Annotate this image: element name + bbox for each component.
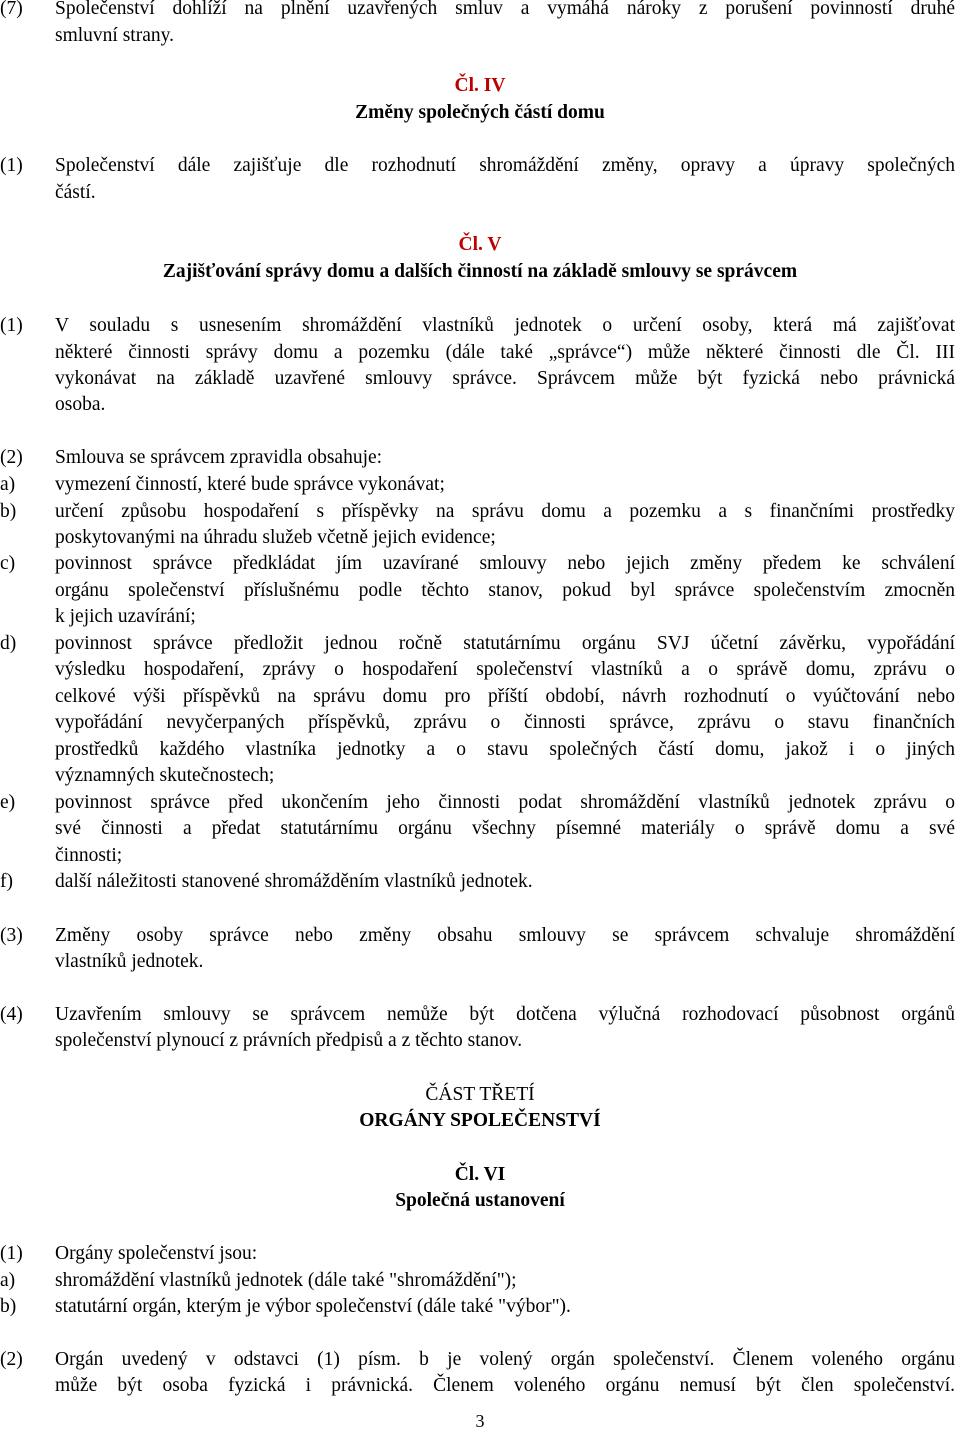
paragraph-line: Společenství dohlíží na plnění uzavřených smluv a vymáhá nároky z porušení povinností druhé bbox=[55, 0, 955, 19]
article-number: Čl. VI bbox=[454, 1164, 506, 1185]
list-marker: a) bbox=[0, 1270, 16, 1291]
paragraph-line: osoba. bbox=[55, 394, 106, 415]
list-item-line: k jejich uzavírání; bbox=[55, 606, 196, 627]
list-marker: e) bbox=[0, 792, 16, 813]
paragraph-line: Orgány společenství jsou: bbox=[55, 1243, 258, 1264]
paragraph-line: může být osoba fyzická i právnická. Členem voleného orgánu nemusí být člen společenství. bbox=[55, 1375, 955, 1396]
paragraph-number: (4) bbox=[0, 1004, 23, 1025]
list-item-line: vypořádání nevyčerpaných příspěvků, zprávu o činnosti správce, zprávu o stavu finančních bbox=[55, 712, 955, 733]
paragraph-line: Změny osoby správce nebo změny obsahu smlouvy se správcem schvaluje shromáždění bbox=[55, 925, 955, 946]
list-marker: b) bbox=[0, 501, 17, 522]
list-item-line: činnosti; bbox=[55, 845, 123, 866]
list-item-line: výsledku hospodaření, zprávy o hospodaření společenství vlastníků a o správě domu, zprávu o bbox=[55, 659, 955, 680]
list-item-line: další náležitosti stanovené shromážděním vlastníků jednotek. bbox=[55, 871, 533, 892]
paragraph-number: (2) bbox=[0, 447, 23, 468]
list-item-line: celkové výši příspěvků na správu domu pro příští období, návrh rozhodnutí o vyúčtování nebo bbox=[55, 686, 955, 707]
paragraph-line: částí. bbox=[55, 182, 96, 203]
paragraph-line: smluvní strany. bbox=[55, 25, 174, 46]
paragraph-line: vlastníků jednotek. bbox=[55, 951, 204, 972]
part-title: ORGÁNY SPOLEČENSTVÍ bbox=[359, 1110, 601, 1131]
paragraph-line: Společenství dále zajišťuje dle rozhodnutí shromáždění změny, opravy a úpravy společných bbox=[55, 155, 955, 176]
list-item-line: povinnost správce předkládat jím uzavírané smlouvy nebo jejich změny předem ke schválení bbox=[55, 553, 955, 574]
paragraph-number: (1) bbox=[0, 1243, 23, 1264]
list-marker: d) bbox=[0, 633, 17, 654]
list-item-line: prostředků každého vlastníka jednotky a o stavu společných částí domu, jakož i o jiných bbox=[55, 739, 955, 760]
paragraph-number: (2) bbox=[0, 1349, 23, 1370]
paragraph-number: (1) bbox=[0, 155, 23, 176]
paragraph-line: Uzavřením smlouvy se správcem nemůže být dotčena výlučná rozhodovací působnost orgánů bbox=[55, 1004, 955, 1025]
paragraph-number: (3) bbox=[0, 925, 23, 946]
paragraph-line: V souladu s usnesením shromáždění vlastníků jednotek o určení osoby, která má zajišťovat bbox=[55, 315, 955, 336]
list-marker: f) bbox=[0, 871, 13, 892]
paragraph-line: některé činnosti správy domu a pozemku (dále také „správce“) může některé činnosti dle Čl. III bbox=[55, 342, 955, 363]
list-item-line: statutární orgán, kterým je výbor společenství (dále také "výbor"). bbox=[55, 1296, 571, 1317]
article-title: Společná ustanovení bbox=[395, 1190, 565, 1211]
paragraph-line: Smlouva se správcem zpravidla obsahuje: bbox=[55, 447, 383, 468]
paragraph-line: společenství plynoucí z právních předpisů a z těchto stanov. bbox=[55, 1030, 523, 1051]
article-title: Zajišťování správy domu a dalších činností na základě smlouvy se správcem bbox=[162, 261, 798, 282]
list-item-line: orgánu společenství příslušnému podle těchto stanov, pokud byl správce společenstvím zmocněn bbox=[55, 580, 955, 601]
list-item-line: povinnost správce před ukončením jeho činnosti podat shromáždění vlastníků jednotek zprávu o bbox=[55, 792, 955, 813]
list-item-line: povinnost správce předložit jednou ročně statutárnímu orgánu SVJ účetní závěrku, vypořádání bbox=[55, 633, 955, 654]
page-number: 3 bbox=[475, 1411, 485, 1431]
paragraph-number: (1) bbox=[0, 315, 23, 336]
list-marker: b) bbox=[0, 1296, 17, 1317]
article-number: Čl. IV bbox=[454, 75, 506, 96]
list-marker: a) bbox=[0, 474, 16, 495]
part-label: ČÁST TŘETÍ bbox=[425, 1084, 535, 1105]
list-item-line: shromáždění vlastníků jednotek (dále také "shromáždění"); bbox=[55, 1270, 517, 1291]
paragraph-line: vykonávat na základě uzavřené smlouvy správce. Správcem může být fyzická nebo právnická bbox=[55, 368, 955, 389]
article-title: Změny společných částí domu bbox=[355, 102, 605, 123]
paragraph-number: (7) bbox=[0, 0, 23, 19]
list-item-line: své činnosti a předat statutárnímu orgánu všechny písemné materiály o správě domu a své bbox=[55, 818, 955, 839]
list-item-line: významných skutečnostech; bbox=[55, 765, 275, 786]
paragraph-line: Orgán uvedený v odstavci (1) písm. b je volený orgán společenství. Členem voleného orgánu bbox=[55, 1349, 955, 1370]
list-marker: c) bbox=[0, 553, 16, 574]
list-item-line: určení způsobu hospodaření s příspěvky na správu domu a pozemku a s finančními prostředky bbox=[55, 501, 955, 522]
article-number: Čl. V bbox=[458, 234, 502, 255]
list-item-line: poskytovanými na úhradu služeb včetně jejich evidence; bbox=[55, 527, 496, 548]
list-item-line: vymezení činností, které bude správce vykonávat; bbox=[55, 474, 445, 495]
